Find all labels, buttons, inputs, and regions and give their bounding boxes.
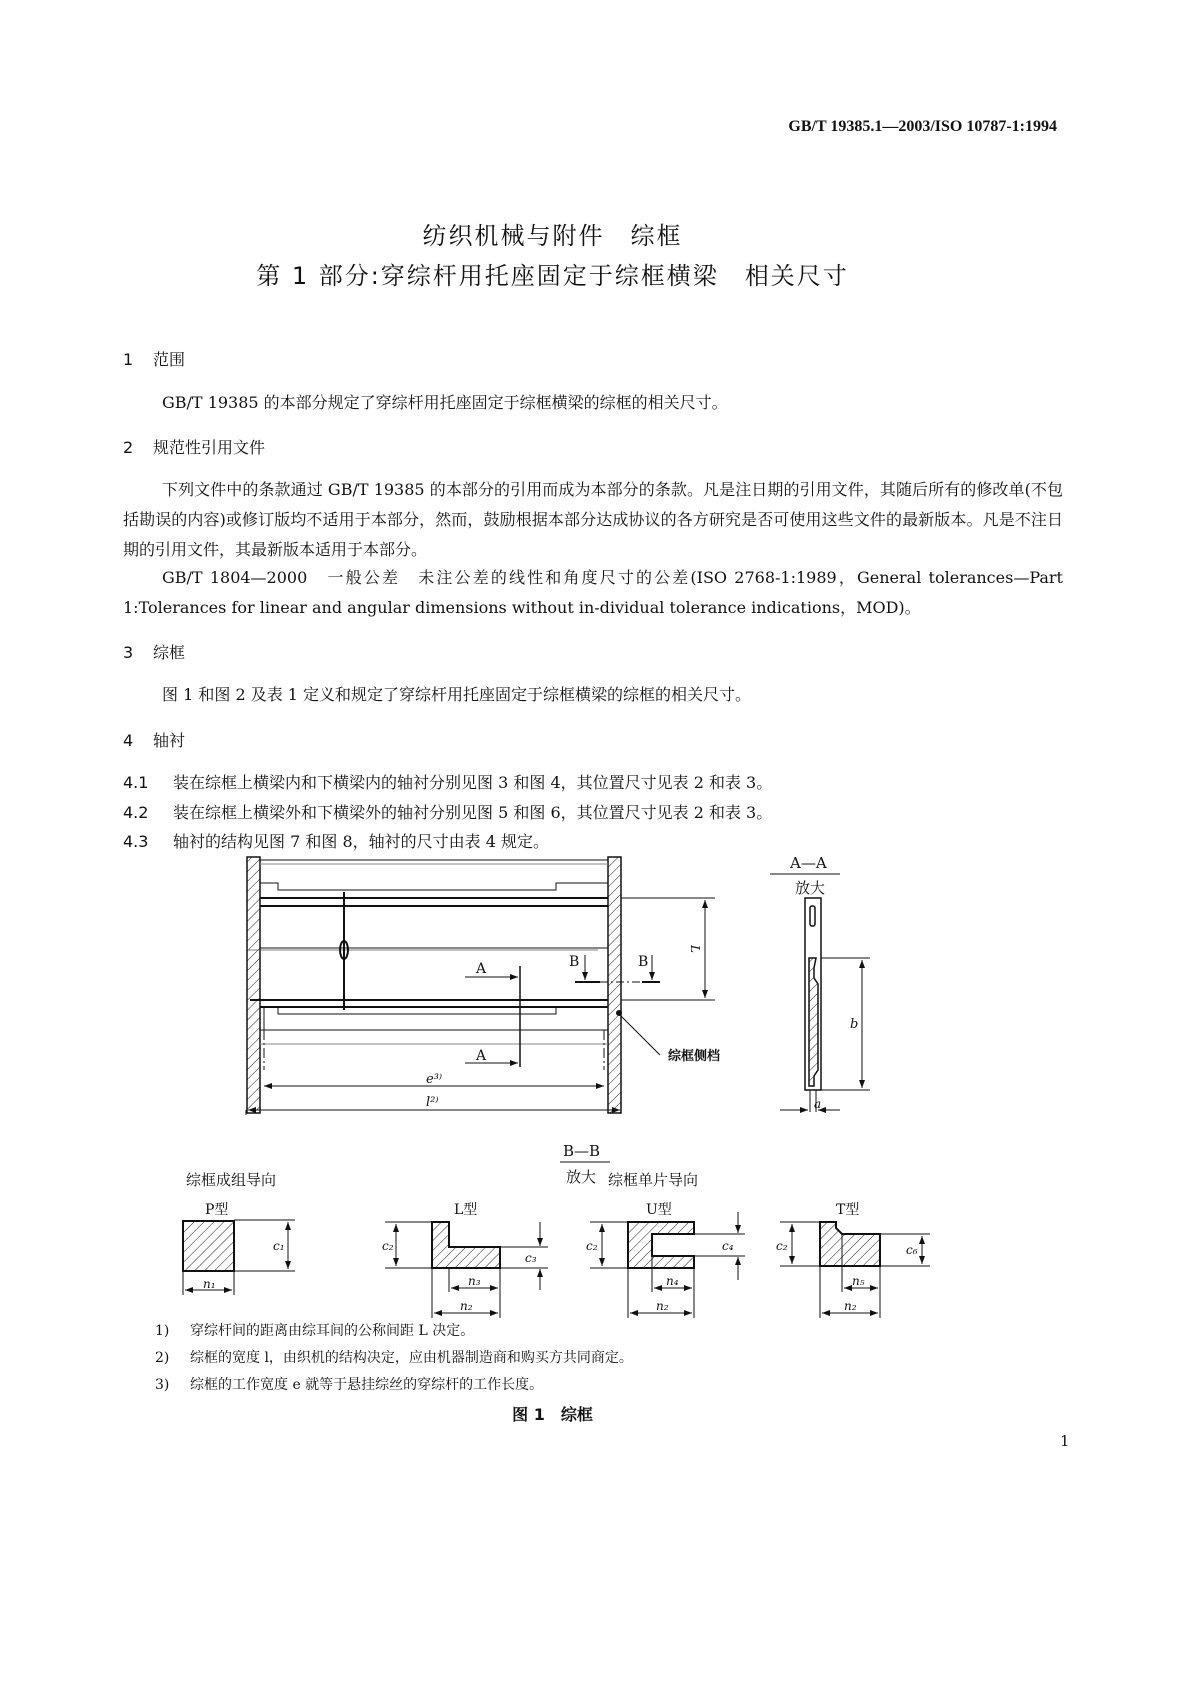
dim-e-label: e³⁾	[426, 1072, 443, 1087]
section-a-label: A	[476, 1048, 487, 1064]
dim-c4: c₄	[722, 1239, 734, 1253]
dim-c1: c₁	[273, 1239, 285, 1253]
type-p-label: P型	[205, 1202, 229, 1218]
standard-code: GB/T 19385.1—2003/ISO 10787-1:1994	[788, 118, 1057, 135]
dim-n1: n₁	[203, 1277, 216, 1291]
figure-caption: 图 1 综框	[512, 1405, 593, 1424]
section-number: 4	[123, 731, 134, 750]
aa-scale: 放大	[795, 879, 826, 897]
dim-a-label: a	[814, 1097, 822, 1111]
section-title: 规范性引用文件	[153, 438, 266, 457]
subclause-text: 装在综框上横梁外和下横梁外的轴衬分别见图 5 和图 6，其位置尺寸见表 2 和表 3。	[173, 803, 773, 822]
footnote-text: 穿综杆间的距离由综耳间的公称间距 L 决定。	[190, 1323, 475, 1339]
footnote-number: 3)	[155, 1377, 170, 1393]
paragraph: 下列文件中的条款通过 GB/T 19385 的本部分的引用而成为本部分的条款。凡是注日期的引用文件，其随后所有的修改单(不包括勘误的内容)或修订版均不适用于本部分，然而，鼓励根据本部分达成协议的各方研究是否可使用这些文件的最新版本。凡是不注日期的引用文件，其最新版本适用于本部分。	[123, 480, 1063, 559]
paragraph: GB/T 19385 的本部分规定了穿综杆用托座固定于综框横梁的综框的相关尺寸。	[162, 393, 728, 412]
section-title: 轴衬	[153, 731, 186, 750]
subclause-text: 装在综框上横梁内和下横梁内的轴衬分别见图 3 和图 4，其位置尺寸见表 2 和表 3。	[173, 773, 773, 792]
footnote-number: 1)	[155, 1323, 170, 1339]
heald-frame-front-view	[246, 857, 715, 1115]
type-l-label: L型	[454, 1202, 478, 1218]
subclause-number: 4.2	[123, 803, 149, 822]
bb-scale: 放大	[566, 1168, 597, 1186]
group-guide-label: 综框成组导向	[186, 1171, 277, 1189]
section-title: 综框	[153, 643, 186, 662]
dim-L-label: L	[688, 945, 702, 953]
dim-n4: n₄	[666, 1274, 679, 1288]
title-line-2: 第 1 部分:穿综杆用托座固定于综框横梁 相关尺寸	[256, 262, 849, 290]
paragraph: 图 1 和图 2 及表 1 定义和规定了穿综杆用托座固定于综框横梁的综框的相关尺寸。	[162, 685, 752, 704]
aa-title: A—A	[790, 854, 827, 872]
subclause-text: 轴衬的结构见图 7 和图 8，轴衬的尺寸由表 4 规定。	[173, 832, 549, 851]
footnote	[155, 1320, 474, 1340]
single-guide-label: 综框单片导向	[608, 1171, 699, 1189]
page-number: 1	[1060, 1432, 1070, 1450]
bb-title: B—B	[563, 1142, 601, 1160]
footnote-text: 综框的工作宽度 e 就等于悬挂综丝的穿综杆的工作长度。	[190, 1377, 544, 1393]
dim-n5: n₅	[852, 1274, 865, 1288]
section-number: 1	[123, 350, 134, 369]
dim-l-label: l²⁾	[426, 1095, 439, 1110]
section-title: 范围	[153, 350, 186, 369]
section-b-label: B	[569, 954, 580, 970]
subclause-number: 4.3	[123, 832, 149, 851]
footnote-number: 2)	[155, 1350, 170, 1366]
section-b-label: B	[638, 954, 649, 970]
footnote-text: 综框的宽度 l，由织机的结构决定，应由机器制造商和购买方共同商定。	[190, 1350, 633, 1366]
type-u-label: U型	[646, 1202, 672, 1218]
dim-n2: n₂	[460, 1299, 473, 1313]
section-aa-view	[770, 874, 870, 1112]
footnote	[155, 1347, 633, 1367]
dim-b-label: b	[850, 1017, 859, 1032]
side-bar-label: 综框侧档	[668, 1049, 721, 1064]
section-a-label: A	[476, 961, 487, 977]
dim-c3: c₃	[525, 1251, 537, 1265]
dim-n2: n₂	[656, 1299, 669, 1313]
dim-c2: c₂	[586, 1239, 598, 1253]
dim-c2: c₂	[776, 1239, 788, 1253]
footnote	[155, 1374, 543, 1394]
profile-p	[183, 1220, 295, 1295]
dim-n3: n₃	[468, 1274, 481, 1288]
type-t-label: T型	[836, 1202, 860, 1218]
section-number: 2	[123, 438, 134, 457]
dim-n2: n₂	[844, 1299, 857, 1313]
dim-c2: c₂	[382, 1239, 394, 1253]
title-line-1: 纺织机械与附件 综框	[422, 222, 683, 250]
paragraph: GB/T 1804—2000 一般公差 未注公差的线性和角度尺寸的公差(ISO 2768-1:1989，General tolerances—Part 1:Tolerances for linear and angular dimensions without in-dividual tolerance indications，MOD)。	[123, 568, 1063, 617]
dim-c6: c₆	[906, 1243, 918, 1257]
section-number: 3	[123, 643, 134, 662]
subclause-number: 4.1	[123, 773, 149, 792]
